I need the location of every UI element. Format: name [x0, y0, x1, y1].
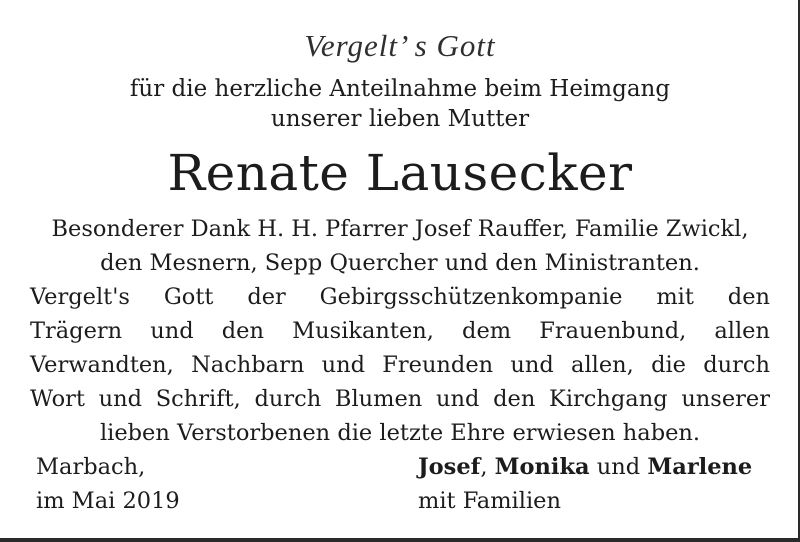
intro-text [0, 74, 800, 134]
signatory-name: Josef [418, 454, 481, 480]
thanks-line: lieben Verstorbenen die letzte Ehre erwiesen haben. [99, 420, 701, 446]
thanks-line: Wort und Schrift, durch Blumen und den Kirchgang unserer [30, 386, 770, 412]
intro-line: für die herzliche Anteilnahme beim Heimgang [129, 76, 671, 102]
place: Marbach, [36, 454, 146, 480]
thanks-line: Trägern und den Musikanten, dem Frauenbund, allen [30, 318, 770, 344]
thanks-line: Verwandten, Nachbarn und Freunden und allen, die durch [30, 352, 770, 378]
thanks-line: Besonderer Dank H. H. Pfarrer Josef Rauffer, Familie Zwickl, [51, 216, 749, 242]
signatory-name: Marlene [647, 454, 753, 480]
deceased-name: Renate Lausecker [167, 144, 633, 202]
signatories [418, 450, 752, 518]
signatory-family: mit Familien [418, 488, 561, 514]
thanks-line: den Mesnern, Sepp Quercher und den Ministranten. [100, 250, 700, 276]
name-separator: , [480, 454, 495, 480]
special-thanks [30, 212, 770, 280]
intro-line: unserer lieben Mutter [270, 106, 530, 132]
name-separator: und [589, 454, 648, 480]
thanks-line: Vergelt's Gott der Gebirgsschützenkompanie mit den [30, 284, 770, 310]
signatory-names [418, 450, 752, 484]
notice-heading: Vergelt’ s Gott [304, 28, 496, 63]
signatory-name: Monika [494, 454, 590, 480]
date: im Mai 2019 [36, 488, 180, 514]
general-thanks [30, 280, 770, 450]
place-date [36, 450, 180, 518]
